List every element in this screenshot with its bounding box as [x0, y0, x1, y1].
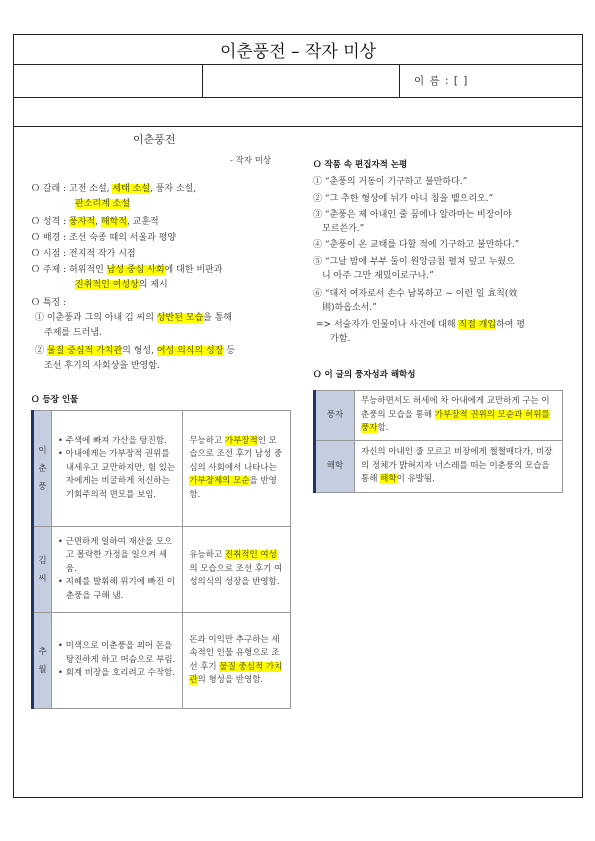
blank-cell-2	[202, 65, 400, 97]
desc-item: • 아내에게는 가부장적 권위를 내세우고 교만하지만, 힘 있는 자에게는 비굴하게 처신하는 기회주의적 면모를 보임.	[57, 449, 176, 500]
characters-table	[31, 410, 291, 709]
criticism-item: ④ “춘풍이 온 교태를 다할 적에 기구하고 불만하다.”	[313, 240, 520, 250]
genre-a: 고전 소설,	[69, 184, 113, 194]
eval-b: 진취적인 여성	[224, 550, 277, 561]
worksheet-title: 이춘풍전 – 작자 미상	[13, 34, 583, 65]
satire-type: 해학	[315, 441, 355, 493]
criticism-heading: Ｏ 작품 속 편집자적 논평	[313, 160, 408, 170]
eval-c: 의 모습으로 조선 후기 여성의식의 성장을 반영함.	[189, 563, 283, 588]
table-row	[33, 411, 291, 527]
table-row	[315, 391, 563, 441]
pov-line: Ｏ 시점 : 전지적 작가 시점	[31, 249, 136, 259]
genre-label: Ｏ 갈래 :	[31, 184, 70, 194]
f1-a: ① 이춘풍과 그의 아내 김 씨의	[35, 313, 157, 323]
nature-label: Ｏ 성격 :	[31, 217, 70, 227]
work-title: 이춘풍전	[133, 133, 176, 146]
theme-a: Ｏ 주제 : 허위적인	[31, 265, 107, 275]
criticism-item-cont: 니 아주 그만 재밌이로구나.”	[322, 271, 434, 281]
table-row	[33, 527, 291, 613]
setting-line: Ｏ 배경 : 조선 숙종 때의 서울과 평양	[31, 233, 177, 243]
desc-item: • 근면하게 일하여 재산을 모으고 몰락한 가정을 일으켜 세움.	[57, 536, 173, 574]
divider	[13, 126, 583, 127]
characters-heading: Ｏ 등장 인물	[31, 395, 79, 405]
eval-e: 을 반영함.	[189, 476, 277, 500]
character-name	[33, 527, 52, 613]
feature-label: Ｏ 특징 :	[31, 298, 67, 308]
character-name-text: 추월	[38, 646, 47, 675]
eval-c: 인 모습으로 조선 후기 남성 중심의 사회에서 나타나는	[189, 435, 283, 473]
desc-item: • 미색으로 이춘풍을 꾀어 돈을 탕진하게 하고 머슴으로 부림.	[57, 641, 176, 665]
satire-b: 가부장적 권위의 모순과 허위를 풍자	[361, 409, 550, 434]
feature-1-cont: 주제를 드러냄.	[44, 328, 102, 338]
eval-b: 물질 중심적 가치관	[189, 661, 283, 685]
criticism-item: ⑥ “대저 여자로서 손수 남복하고 ~ 이런 일 효칙(效	[313, 289, 518, 299]
character-eval	[183, 527, 291, 613]
desc-item: • 회계 비장을 호리려고 수작함.	[57, 668, 175, 679]
theme-e: 의 제시	[138, 280, 168, 290]
feature-2-cont: 조선 후기의 사회상을 반영함.	[44, 361, 160, 371]
satire-body	[355, 441, 563, 493]
desc-item: • 지혜를 발휘해 위기에 빠진 이춘풍을 구해 냄.	[57, 577, 175, 601]
criticism-note-cont: 가함.	[330, 334, 351, 344]
desc-item: • 주색에 빠져 가산을 탕진함.	[57, 435, 167, 446]
character-desc	[51, 411, 182, 527]
character-name-text: 이춘풍	[38, 445, 47, 492]
satire-c: 이 유발됨.	[396, 474, 435, 485]
genre-c: , 풍자 소설,	[150, 184, 197, 194]
nature-c: 해학적	[100, 217, 127, 227]
name-row	[13, 64, 583, 98]
f2-a: ②	[35, 346, 47, 356]
genre-line	[31, 183, 196, 196]
f1-b: 상반된 모습	[156, 313, 204, 323]
eval-b: 가부장적	[224, 435, 258, 446]
character-eval	[183, 411, 291, 527]
theme-line	[31, 264, 222, 277]
note-a: => 서술자가 인물이나 사건에 대해	[316, 320, 459, 330]
criticism-note	[316, 319, 525, 332]
criticism-item: ① “춘풍의 거동이 기구하고 불만하다.”	[313, 177, 468, 187]
theme-line-2	[75, 279, 168, 292]
blank-cell-1	[14, 65, 203, 97]
satire-a: 무능하면서도 허세에 차 아내에게 교만하게 구는 이춘풍의 모습을 통해	[361, 396, 550, 420]
theme-c: 에 대한 비판과	[164, 265, 223, 275]
f2-b: 물질 중심적 가치관	[46, 346, 123, 356]
eval-c: 의 형성을 반영함.	[197, 675, 264, 685]
character-eval	[183, 613, 291, 709]
satire-body	[355, 391, 563, 441]
name-field[interactable]: 이 름 : [ ]	[414, 75, 469, 87]
nature-b: ,	[95, 217, 101, 227]
eval-d: 가부장제의 모순	[189, 476, 250, 487]
feature-2	[35, 345, 235, 358]
eval-a: 유능하고	[189, 550, 225, 561]
character-desc	[51, 613, 182, 709]
eval-a: 돈과 이익만 추구하는 세속적인 인물 유형으로 조선 후기	[189, 634, 280, 672]
satire-c: 함.	[377, 423, 389, 434]
eval-a: 무능하고	[189, 435, 225, 446]
nature-d: , 교훈적	[126, 217, 159, 227]
criticism-item-cont: 則)하옵소서.”	[322, 303, 377, 313]
character-name	[33, 613, 52, 709]
nature-a: 풍자적	[69, 217, 96, 227]
note-b: 직접 개입	[458, 320, 497, 330]
satire-b: 해학	[380, 474, 397, 485]
f2-d: 여성 의식의 성장	[156, 346, 224, 356]
feature-1	[35, 312, 232, 325]
genre-b: 세태 소설	[112, 184, 151, 194]
genre-d: 판소리계 소설	[75, 199, 131, 209]
theme-b: 남성 중심 사회	[106, 265, 165, 275]
f2-e: 등	[223, 346, 235, 356]
work-author: - 작자 미상	[230, 156, 272, 166]
character-name	[33, 411, 52, 527]
satire-table	[313, 390, 563, 493]
criticism-item-cont: 모르쓴가.”	[322, 224, 365, 234]
character-desc	[51, 527, 182, 613]
table-row	[315, 441, 563, 493]
theme-d: 진취적인 여성상	[75, 280, 139, 290]
criticism-item: ③ “춘풍은 제 아내인 줄 꿈에나 알라마는 비장이야	[313, 210, 512, 220]
f1-c: 을 통해	[203, 313, 233, 323]
genre-line-2	[75, 198, 130, 211]
satire-heading: Ｏ 이 글의 풍자성과 해학성	[313, 370, 416, 380]
note-c: 하여 평	[496, 320, 526, 330]
table-row	[33, 613, 291, 709]
f2-c: 의 형성,	[122, 346, 157, 356]
satire-a: 자신의 아내인 줄 모르고 비장에게 쩔쩔매다가, 비장의 정체가 밝혀지자 너스레를 떠는 이춘풍의 모습을 통해	[361, 447, 553, 485]
criticism-item: ② “그 추한 형상에 뉘가 아니 침을 뱉으리오.”	[313, 194, 494, 204]
character-name-text: 김씨	[38, 555, 47, 584]
criticism-item: ⑤ “그날 밤에 부부 둘이 원앙금침 펼쳐 덮고 누웠으	[313, 257, 515, 267]
satire-type: 풍자	[315, 391, 355, 441]
nature-line	[31, 216, 159, 229]
